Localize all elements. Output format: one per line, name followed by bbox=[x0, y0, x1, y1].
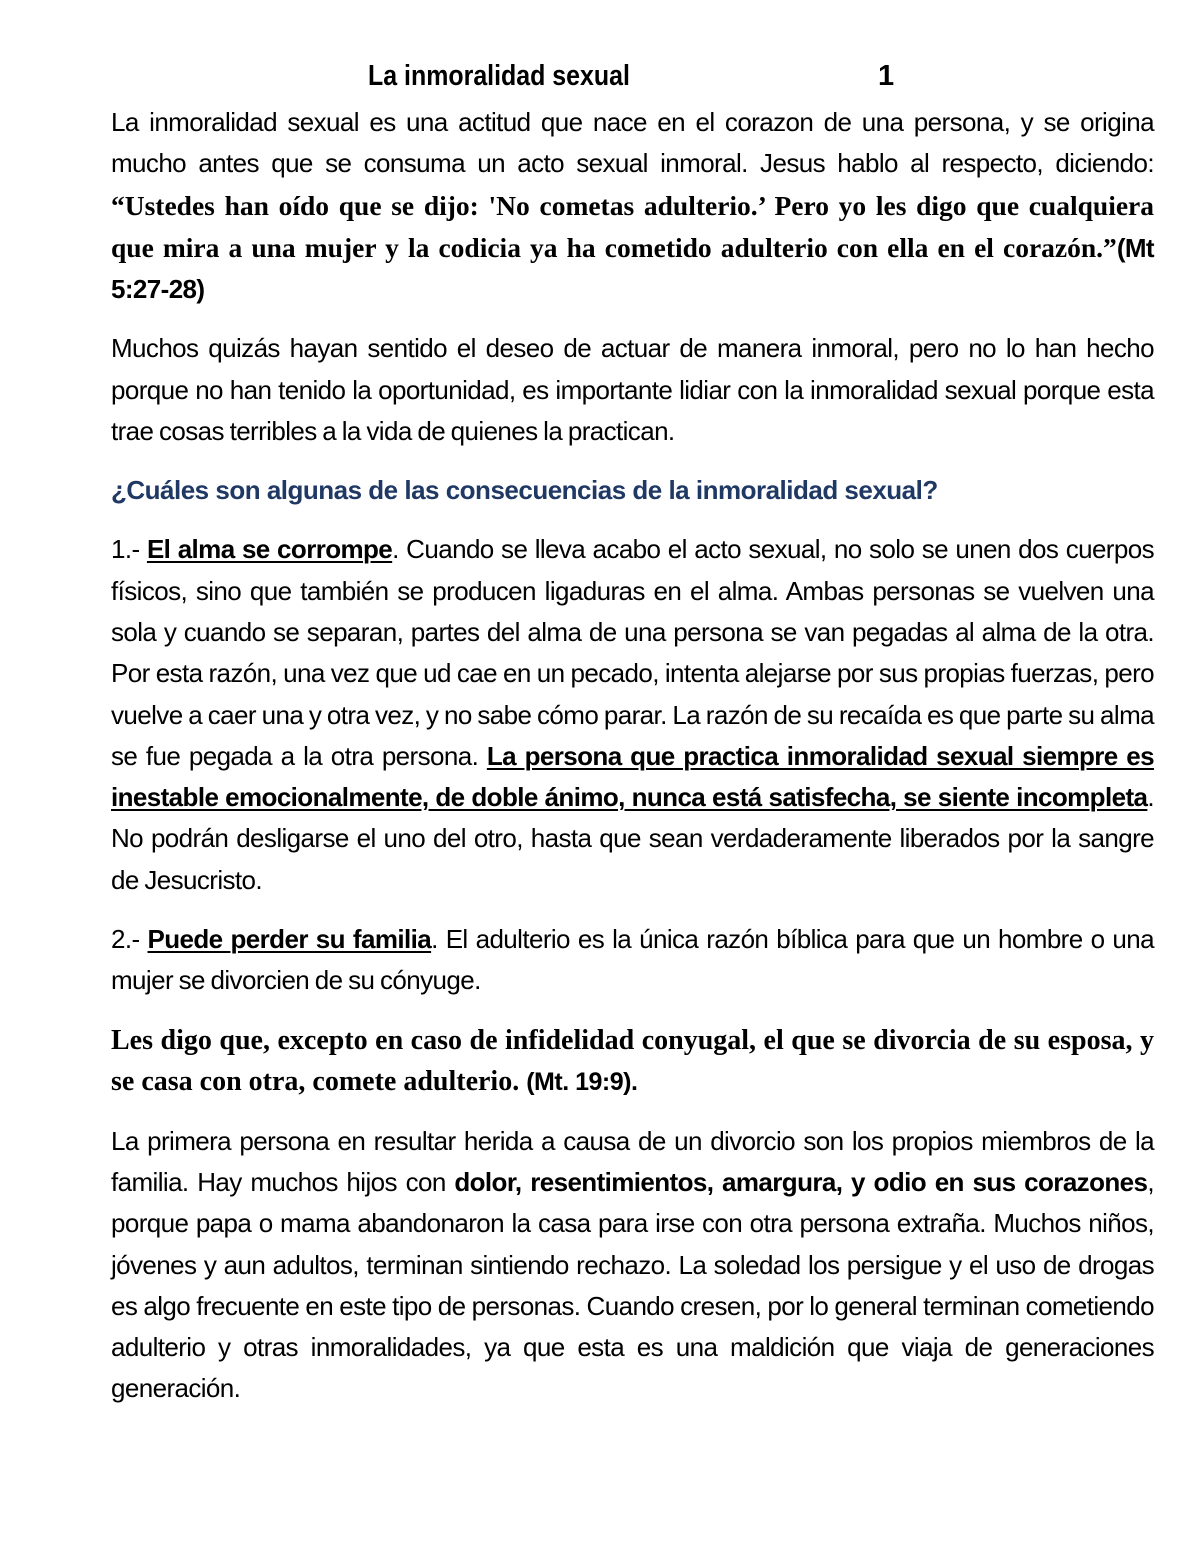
document-page bbox=[111, 58, 1154, 1410]
point-1-number: 1.- bbox=[111, 534, 147, 565]
page-number: 1 bbox=[878, 60, 895, 92]
quote-2-text: Les digo que, excepto en caso de infidelidad conyugal, el que se divorcia de su esposa, y se casa con otra, comete adulterio. bbox=[111, 1024, 1154, 1097]
intro-paragraph bbox=[111, 102, 1154, 310]
point-1-emphasis: La persona que practica inmoralidad sexual siempre es inestable emocionalmente, de doble ánimo, nunca está satisfecha, se siente incompleta bbox=[111, 740, 1155, 813]
intro-quote: “Ustedes han oído que se dijo: 'No cometas adulterio.’ Pero yo les digo que cualquiera que mira a una mujer y la codicia ya ha cometido adulterio con ella en el corazón.” bbox=[111, 189, 1154, 263]
point-2-paragraph bbox=[111, 919, 1154, 1002]
paragraph-2: Muchos quizás hayan sentido el deseo de actuar de manera inmoral, pero no lo han hecho porque no han tenido la oportunidad, es importante lidiar con la inmoralidad sexual porque esta trae cosas terribles a la vida de quienes la practican. bbox=[111, 333, 1154, 447]
point-1-paragraph bbox=[111, 529, 1154, 901]
point-1-closing: . No podrán desligarse el uno del otro, hasta que sean verdaderamente liberados por la sangre de Jesucristo. bbox=[111, 782, 1154, 895]
quote-2 bbox=[111, 1020, 1154, 1103]
intro-text: La inmoralidad sexual es una actitud que nace en el corazon de una persona, y se origina mucho antes que se consuma un acto sexual inmoral. Jesus hablo al respecto, diciendo: bbox=[111, 107, 1154, 179]
intro-reference: (Mt 5:27-28) bbox=[111, 232, 1154, 305]
final-end: , porque papa o mama abandonaron la casa para irse con otra persona extraña. Muchos niños, jóvenes y aun adultos, terminan sintiendo rechazo. La soledad los persigue y el uso de drogas es algo frecuente en este tipo de personas. Cuando cresen, por lo general terminan cometiendo adulterio y otras inmoralidades, ya que esta es una maldición que viaja de generaciones generación. bbox=[111, 1166, 1154, 1404]
section-heading: ¿Cuáles son algunas de las consecuencias de la inmoralidad sexual? bbox=[111, 475, 938, 506]
point-2-title: Puede perder su familia bbox=[147, 924, 432, 955]
final-start: La primera persona en resultar herida a causa de un divorcio son los propios miembros de la familia. Hay muchos hijos con bbox=[111, 1125, 1154, 1197]
point-1-text: . Cuando se lleva acabo el acto sexual, no solo se unen dos cuerpos físicos, sino que también se producen ligaduras en el alma. Ambas personas se vuelven una sola y cuando se separan, partes del alma de una persona se van pegadas al alma de la otra. Por esta razón, una vez que ud cae en un pecado, intenta alejarse por sus propias fuerzas, pero vuelve a caer una y otra vez, y no sabe cómo parar. La razón de su recaída es que parte su alma se fue pegada a la otra persona. bbox=[111, 534, 1154, 771]
point-2-number: 2.- bbox=[111, 924, 148, 955]
final-emphasis: dolor, resentimientos, amargura, y odio en sus corazones bbox=[454, 1166, 1148, 1197]
point-2-text: . El adulterio es la única razón bíblica para que un hombre o una mujer se divorcien de su cónyuge. bbox=[111, 924, 1154, 996]
title-row bbox=[111, 58, 1154, 102]
document-title: La inmoralidad sexual bbox=[368, 60, 630, 92]
point-1-title: El alma se corrompe bbox=[146, 534, 393, 565]
final-paragraph bbox=[111, 1121, 1154, 1410]
quote-2-reference: (Mt. 19:9). bbox=[526, 1067, 638, 1096]
